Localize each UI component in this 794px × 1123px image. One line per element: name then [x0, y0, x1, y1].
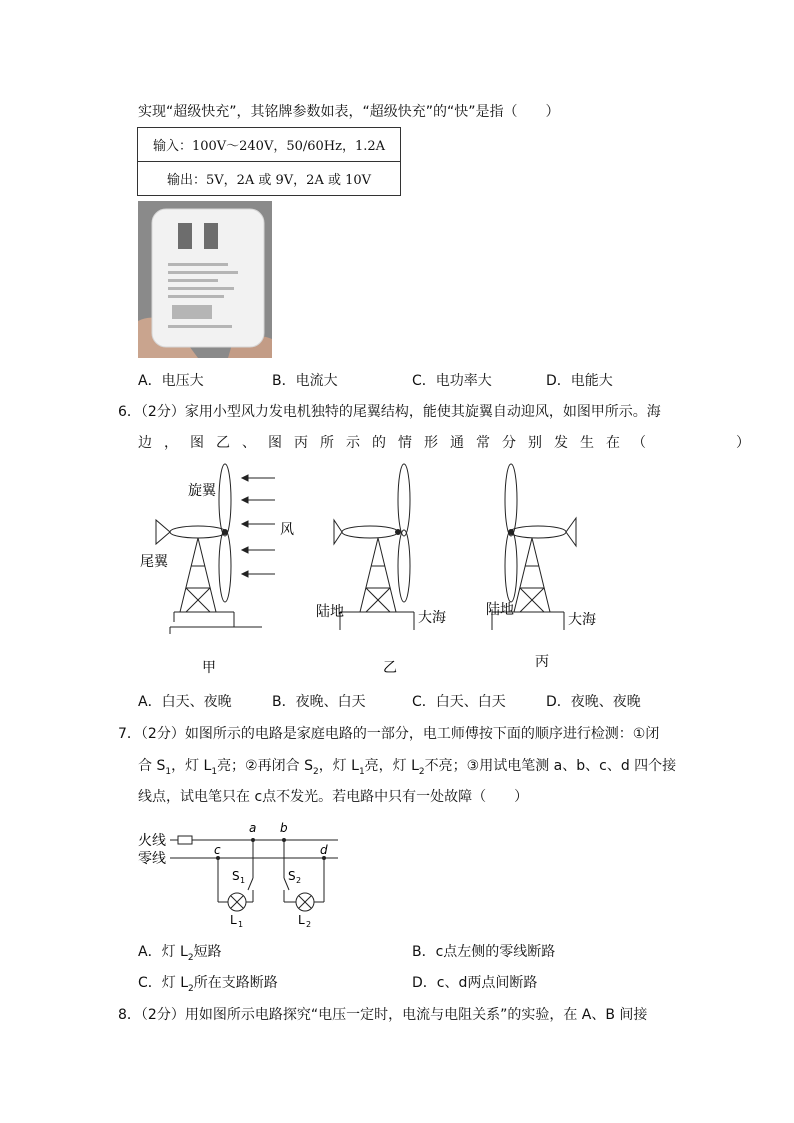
q6-option-a: A．白天、夜晚 — [138, 694, 232, 710]
q6-option-b: B．夜晚、白天 — [272, 694, 366, 710]
label-live-wire: 火线 — [138, 833, 166, 849]
label-land-b: 陆地 — [316, 604, 344, 620]
nameplate-table — [137, 127, 401, 196]
switch-s1-label: S — [232, 869, 240, 883]
switch-s2-sub: 2 — [296, 876, 302, 885]
q6-option-d: D．夜晚、夜晚 — [546, 694, 641, 710]
q7-option-a: A．灯 $L_2$短路 — [138, 944, 222, 963]
lamp-l2-sub: 2 — [306, 920, 312, 929]
caption-yi: 乙 — [383, 660, 397, 676]
label-tail: 尾翼 — [140, 554, 168, 570]
point-d: d — [320, 843, 328, 857]
q5-option-b: B．电流大 — [272, 373, 338, 389]
q6-stem-line2: 边，图乙、图丙所示的情形通常分别发生在（ ） — [138, 435, 762, 451]
q7-option-c: C．灯 $L_2$所在支路断路 — [138, 975, 278, 994]
lamp-l1-label: L — [230, 913, 237, 927]
label-sea-b: 大海 — [418, 610, 446, 626]
lamp-l1-sub: 1 — [238, 920, 244, 929]
point-c: c — [214, 843, 221, 857]
label-neutral-wire: 零线 — [138, 851, 166, 867]
switch-s2-label: S — [288, 869, 296, 883]
wind-turbine-figure — [130, 462, 610, 680]
label-land-c: 陆地 — [486, 602, 514, 618]
q5-option-a: A．电压大 — [138, 373, 204, 389]
lamp-l2-label: L — [298, 913, 305, 927]
label-wind: 风 — [280, 522, 294, 538]
q7-option-d: D．c、d两点间断路 — [412, 975, 538, 991]
point-a: a — [249, 821, 257, 835]
caption-bing: 丙 — [535, 654, 549, 670]
q8-stem-line1: 8．（2分）用如图所示电路探究“电压一定时，电流与电阻关系”的实验，在 A、B 间接 — [118, 1007, 648, 1023]
nameplate-output-row: 输出：5V，2A 或 9V，2A 或 10V — [138, 162, 401, 196]
charger-photo — [138, 201, 272, 358]
circuit-figure — [136, 818, 346, 930]
turbine-b — [334, 464, 414, 630]
label-sea-c: 大海 — [568, 612, 596, 628]
q5-stem: 实现“超级快充”，其铭牌参数如表，“超级快充”的“快”是指（ ） — [138, 104, 560, 120]
q5-option-d: D．电能大 — [546, 373, 613, 389]
q6-option-c: C．白天、白天 — [412, 694, 506, 710]
q7-stem-line1: 7．（2分）如图所示的电路是家庭电路的一部分，电工师傅按下面的顺序进行检测：①闭 — [118, 726, 660, 742]
q5-option-c: C．电功率大 — [412, 373, 492, 389]
caption-jia: 甲 — [202, 660, 216, 676]
point-b: b — [280, 821, 288, 835]
wind-arrows — [242, 475, 275, 577]
switch-s1-sub: 1 — [240, 876, 246, 885]
q7-option-b: B．c点左侧的零线断路 — [412, 944, 556, 960]
q6-stem-line1: 6．（2分）家用小型风力发电机独特的尾翼结构，能使其旋翼自动迎风，如图甲所示。海 — [118, 404, 661, 420]
nameplate-input-row: 输入：100V～240V，50/60Hz，1.2A — [138, 128, 401, 162]
q7-stem-line3: 线点，试电笔只在 c点不发光。若电路中只有一处故障（ ） — [138, 789, 529, 805]
label-rotor: 旋翼 — [188, 483, 216, 499]
q7-stem-line2: 合 $S_1$，灯 $L_1$亮；②再闭合 $S_2$，灯 $L_1$亮，灯 $L_2$不亮；③用试电笔测 a、b、c、d 四个接 — [138, 758, 677, 777]
